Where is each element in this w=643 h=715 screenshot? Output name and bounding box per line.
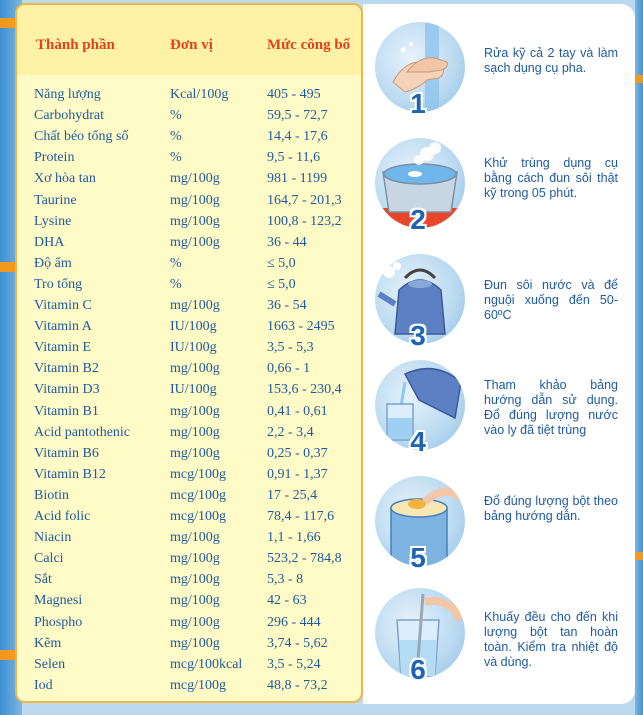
component-value: 296 - 444: [267, 614, 321, 630]
component-value: 48,8 - 73,2: [267, 677, 328, 693]
component-name: DHA: [34, 234, 65, 250]
table-row: [17, 358, 361, 379]
table-row: [17, 147, 361, 168]
step-text: Đun sôi nước và để nguội xuống đến 50-60ºC: [484, 278, 618, 322]
component-name: Niacin: [34, 530, 72, 546]
component-unit: %: [170, 108, 182, 124]
component-name: Vitamin B6: [34, 445, 99, 461]
component-unit: mg/100g: [170, 530, 220, 546]
component-unit: %: [170, 255, 182, 271]
component-unit: mg/100g: [170, 403, 220, 419]
step-number: 1: [410, 88, 426, 119]
table-row: [17, 506, 361, 527]
component-unit: mg/100g: [170, 635, 220, 651]
component-name: Lysine: [34, 213, 72, 229]
component-value: 0,25 - 0,37: [267, 445, 328, 461]
table-row: [17, 253, 361, 274]
component-value: 0,41 - 0,61: [267, 403, 328, 419]
component-unit: IU/100g: [170, 340, 217, 356]
component-name: Vitamin B2: [34, 361, 99, 377]
component-value: 36 - 44: [267, 234, 307, 250]
component-name: Chất béo tổng số: [34, 129, 129, 145]
table-row: [17, 569, 361, 590]
component-name: Taurine: [34, 192, 77, 208]
component-value: 981 - 1199: [267, 171, 328, 187]
component-name: Vitamin D3: [34, 382, 100, 398]
component-value: 14,4 - 17,6: [267, 129, 328, 145]
component-name: Acid folic: [34, 509, 91, 524]
step-text: Khử trùng dụng cụ bằng cách đun sôi thật kỹ trong 05 phút.: [484, 156, 618, 200]
table-row: [17, 295, 361, 316]
component-value: 153,6 - 230,4: [267, 382, 342, 398]
component-unit: mg/100g: [170, 445, 220, 461]
component-value: 1,1 - 1,66: [267, 530, 321, 546]
component-unit: mcg/100g: [170, 677, 226, 693]
preparation-steps: [363, 4, 635, 704]
component-unit: mg/100g: [170, 298, 220, 313]
component-name: Vitamin A: [34, 319, 92, 335]
component-name: Selen: [34, 656, 66, 672]
table-row: [17, 190, 361, 211]
table-row: [17, 105, 361, 126]
step-number: 5: [410, 542, 426, 573]
component-unit: %: [170, 150, 182, 166]
component-name: Vitamin E: [34, 340, 92, 356]
component-unit: mcg/100kcal: [170, 656, 243, 672]
header-component: Thành phần: [36, 37, 115, 53]
component-value: 3,5 - 5,24: [267, 656, 321, 672]
component-value: 3,5 - 5,3: [267, 340, 314, 356]
table-row: [17, 654, 361, 675]
component-unit: mg/100g: [170, 424, 220, 440]
component-value: 100,8 - 123,2: [267, 213, 342, 229]
component-unit: mcg/100g: [170, 487, 226, 503]
component-name: Vitamin C: [34, 298, 92, 313]
component-unit: mg/100g: [170, 234, 220, 250]
component-unit: mg/100g: [170, 171, 220, 187]
component-name: Magnesi: [34, 593, 83, 609]
step-number: 3: [410, 320, 426, 351]
table-row: [17, 443, 361, 464]
component-name: Calci: [34, 551, 64, 567]
step-text: Tham khảo bảng hướng dẫn sử dụng. Đổ đúng lượng nước vào ly đã tiệt trùng: [484, 378, 618, 437]
step-1: [363, 22, 635, 122]
right-decor-strip: [635, 0, 643, 715]
nutrition-table: [15, 3, 363, 703]
component-value: 0,66 - 1: [267, 361, 311, 377]
component-name: Phospho: [34, 614, 83, 630]
table-row: [17, 84, 361, 105]
table-row: [17, 401, 361, 422]
step-text: Khuấy đều cho đến khi lượng bột tan hoàn toàn. Kiểm tra nhiệt độ và dùng.: [484, 610, 618, 669]
table-row: [17, 548, 361, 569]
component-unit: mg/100g: [170, 213, 220, 229]
header-value: Mức công bố: [267, 37, 351, 53]
component-name: Acid pantothenic: [34, 424, 131, 440]
component-name: Biotin: [34, 487, 70, 503]
component-value: 5,3 - 8: [267, 572, 304, 588]
table-row: [17, 274, 361, 295]
step-number: 6: [410, 654, 426, 685]
component-name: Độ ẩm: [34, 255, 72, 271]
table-row: [17, 232, 361, 253]
step-number: 4: [410, 426, 426, 457]
component-unit: Kcal/100g: [170, 87, 229, 102]
step-number: 2: [410, 204, 426, 235]
component-name: Protein: [34, 150, 75, 166]
component-value: 405 - 495: [267, 87, 321, 102]
table-row: [17, 316, 361, 337]
table-row: [17, 675, 361, 696]
step-3: [363, 254, 635, 354]
table-row: [17, 612, 361, 633]
component-name: Sắt: [34, 572, 52, 588]
component-value: 59,5 - 72,7: [267, 108, 328, 124]
step-2: [363, 138, 635, 238]
table-row: [17, 422, 361, 443]
component-unit: mg/100g: [170, 551, 220, 567]
component-name: Tro tổng: [34, 276, 83, 292]
table-row: [17, 337, 361, 358]
component-unit: mcg/100g: [170, 509, 226, 524]
step-text: Rửa kỹ cả 2 tay và làm sạch dụng cụ pha.: [484, 46, 618, 75]
table-row: [17, 211, 361, 232]
table-row: [17, 590, 361, 611]
component-value: 42 - 63: [267, 593, 307, 609]
table-row: [17, 633, 361, 654]
component-value: 523,2 - 784,8: [267, 551, 342, 567]
component-value: 36 - 54: [267, 298, 307, 313]
component-name: Carbohydrat: [34, 108, 104, 124]
component-unit: mg/100g: [170, 572, 220, 588]
table-row: [17, 379, 361, 400]
component-unit: %: [170, 129, 182, 145]
component-value: 2,2 - 3,4: [267, 424, 314, 440]
table-row: [17, 527, 361, 548]
component-value: 164,7 - 201,3: [267, 192, 342, 208]
component-value: ≤ 5,0: [267, 276, 296, 292]
table-row: [17, 168, 361, 189]
component-name: Iod: [34, 677, 53, 693]
step-5: [363, 476, 635, 576]
component-name: Năng lượng: [34, 87, 101, 102]
component-value: 0,91 - 1,37: [267, 466, 328, 482]
component-unit: mcg/100g: [170, 466, 226, 482]
component-unit: %: [170, 276, 182, 292]
step-6: [363, 588, 635, 688]
component-name: Vitamin B1: [34, 403, 99, 419]
step-4: [363, 360, 635, 460]
component-unit: mg/100g: [170, 593, 220, 609]
header-unit: Đơn vị: [170, 37, 213, 53]
component-name: Kẽm: [34, 635, 62, 651]
table-row: [17, 485, 361, 506]
component-value: 17 - 25,4: [267, 487, 318, 503]
component-unit: IU/100g: [170, 319, 217, 335]
table-row: [17, 464, 361, 485]
component-value: ≤ 5,0: [267, 255, 296, 271]
component-unit: IU/100g: [170, 382, 217, 398]
component-value: 3,74 - 5,62: [267, 635, 328, 651]
table-row: [17, 126, 361, 147]
component-unit: mg/100g: [170, 192, 220, 208]
component-value: 78,4 - 117,6: [267, 509, 335, 524]
component-value: 9,5 - 11,6: [267, 150, 321, 166]
component-unit: mg/100g: [170, 614, 220, 630]
step-text: Đổ đúng lượng bột theo bảng hướng dẫn.: [484, 494, 618, 523]
component-unit: mg/100g: [170, 361, 220, 377]
component-value: 1663 - 2495: [267, 319, 335, 335]
component-name: Vitamin B12: [34, 466, 106, 482]
component-name: Xơ hòa tan: [34, 171, 96, 187]
